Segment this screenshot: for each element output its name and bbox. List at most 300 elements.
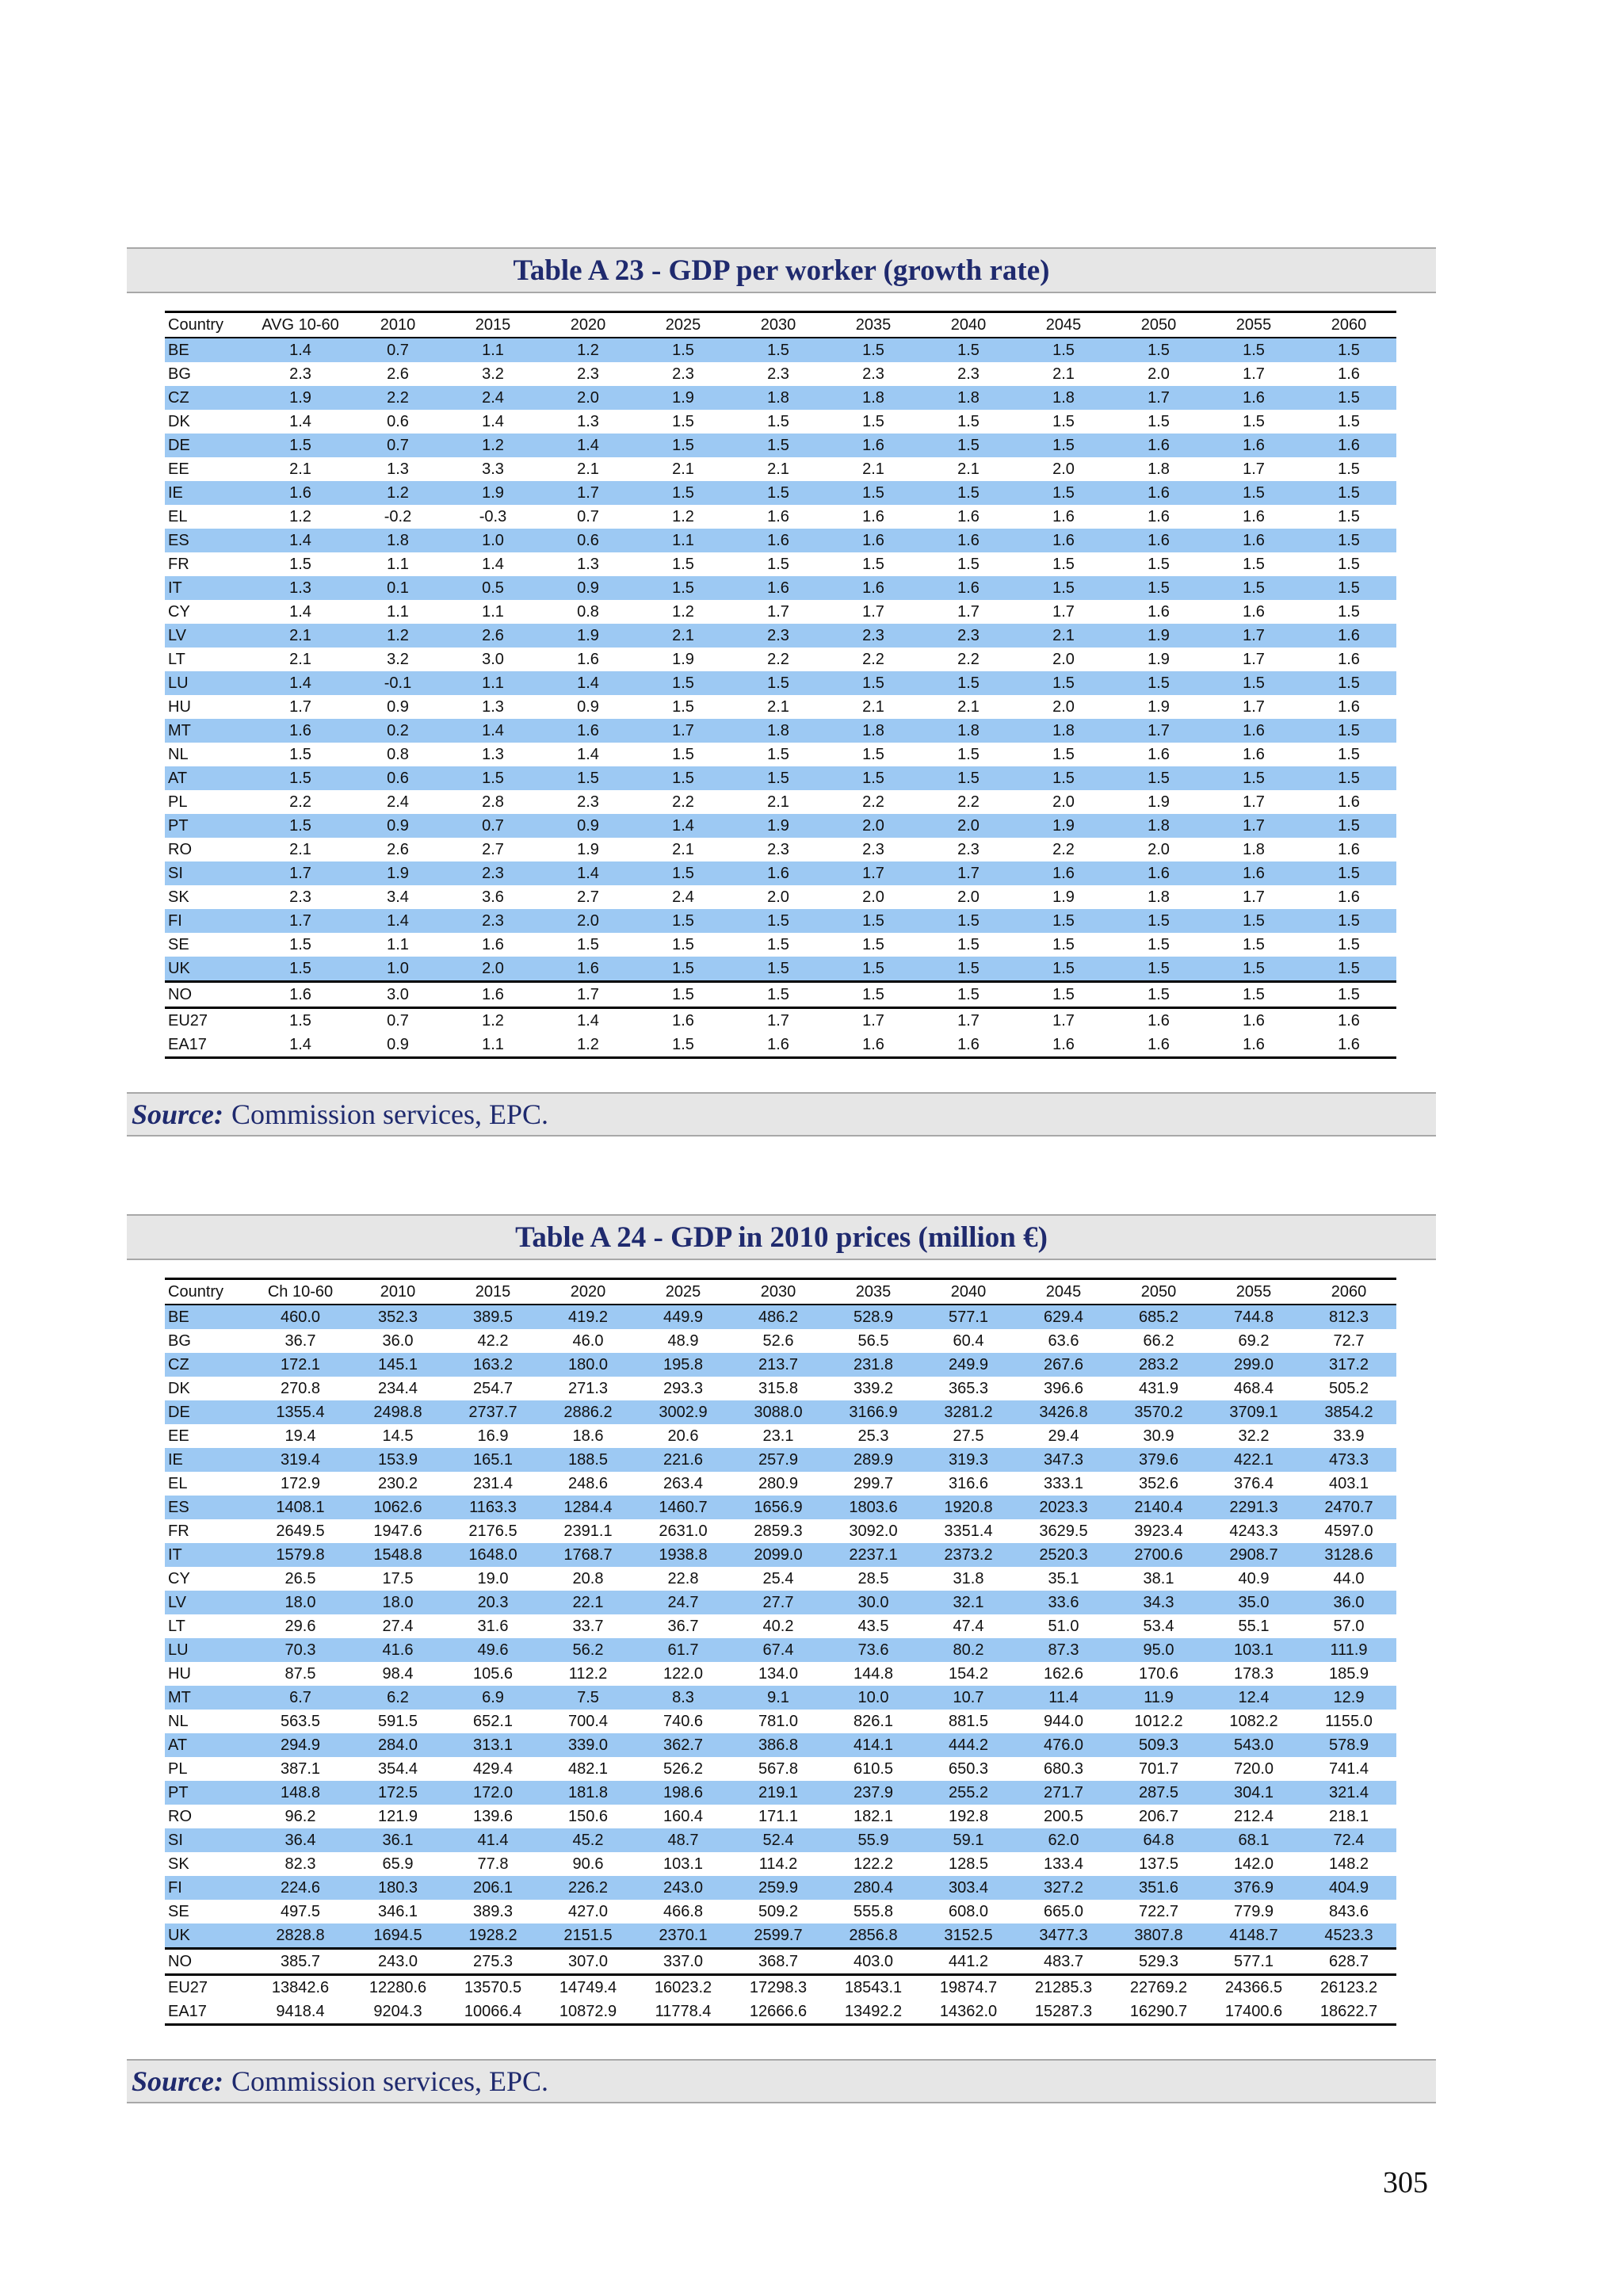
row-country: EA17 [165, 1033, 250, 1058]
table-cell: 1.5 [1301, 909, 1396, 933]
table-cell: 0.5 [445, 576, 540, 600]
table-cell: 354.4 [377, 1759, 418, 1778]
table-cell: 284.0 [350, 1733, 445, 1757]
table-cell: 6.9 [445, 1686, 540, 1710]
table-cell: 73.6 [826, 1638, 921, 1662]
table-cell: 2498.8 [350, 1400, 445, 1424]
table-cell: 226.2 [540, 1876, 636, 1900]
table-cell: 68.1 [1206, 1828, 1301, 1852]
table-row [165, 576, 1396, 600]
table-cell: 48.9 [667, 1331, 699, 1350]
table-cell: 2.0 [1148, 365, 1170, 383]
table-cell: 45.2 [540, 1828, 636, 1852]
table-cell: 1.5 [826, 982, 921, 1008]
table-cell: 1.7 [731, 1008, 826, 1033]
column-header: 2050 [1111, 312, 1206, 338]
column-header: 2025 [636, 312, 731, 338]
table-cell: 0.7 [577, 507, 599, 525]
source-label: Source: [132, 2065, 223, 2097]
table-cell: 1.5 [957, 555, 980, 573]
table-cell: 1.6 [731, 1033, 826, 1058]
table-cell: 2237.1 [826, 1543, 921, 1567]
column-header: 2045 [1016, 312, 1111, 338]
table-cell: 2099.0 [731, 1543, 826, 1567]
column-header: Ch 10-60 [250, 1279, 350, 1305]
source-text: Commission services, EPC. [231, 1098, 549, 1130]
table-cell: 3.0 [350, 982, 445, 1008]
table-cell: 1.5 [1301, 338, 1396, 362]
table-cell: 2.3 [957, 365, 980, 383]
table-cell: 134.0 [758, 1664, 799, 1683]
table-cell: 192.8 [948, 1807, 989, 1825]
table-cell: 137.5 [1138, 1855, 1179, 1873]
table-cell: 1.5 [1243, 412, 1265, 430]
table-row [165, 1686, 1396, 1710]
table-cell: 1.6 [540, 719, 636, 743]
table-cell: 1.8 [921, 386, 1016, 410]
table-cell: 139.6 [472, 1807, 514, 1825]
table-cell: 172.5 [350, 1781, 445, 1805]
table-cell: 1.5 [1243, 555, 1265, 573]
table-row [165, 790, 1396, 814]
row-country: ES [165, 1496, 250, 1519]
row-country: DK [168, 412, 190, 430]
table-cell: 1.5 [826, 909, 921, 933]
table-cell: 30.0 [826, 1591, 921, 1614]
column-header: 2040 [921, 1279, 1016, 1305]
table-cell: 1.1 [636, 529, 731, 552]
table-cell: 212.4 [1233, 1807, 1274, 1825]
table-cell: 473.3 [1301, 1448, 1396, 1472]
table-cell: 72.7 [1333, 1331, 1365, 1350]
row-country: HU [168, 1664, 191, 1683]
table-a24 [165, 1278, 1396, 2026]
table-cell: 2.1 [1016, 624, 1111, 648]
table-cell: 221.6 [636, 1448, 731, 1472]
table-cell: 271.3 [567, 1379, 609, 1397]
table-cell: 1.5 [577, 935, 599, 953]
table-cell: 243.0 [636, 1876, 731, 1900]
table-cell: 2.1 [862, 460, 884, 478]
table-cell: 0.7 [350, 338, 445, 362]
table-cell: 387.1 [280, 1759, 321, 1778]
table-cell: 1.5 [1016, 576, 1111, 600]
table-cell: 1.6 [636, 1008, 731, 1033]
table-cell: 2.0 [921, 814, 1016, 838]
table-row [165, 1543, 1396, 1567]
table-cell: 145.1 [350, 1353, 445, 1377]
table-cell: 218.1 [1328, 1807, 1369, 1825]
table-cell: 2470.7 [1301, 1496, 1396, 1519]
column-header: 2045 [1016, 1279, 1111, 1305]
table-cell: 1.5 [921, 671, 1016, 695]
table-cell: 2.1 [672, 840, 694, 858]
table-cell: 1.5 [731, 909, 826, 933]
table-cell: 1.6 [1301, 624, 1396, 648]
table-cell: 181.8 [540, 1781, 636, 1805]
column-header: 2015 [445, 1279, 540, 1305]
table-cell: 1.7 [1243, 697, 1265, 716]
table-cell: 365.3 [948, 1379, 989, 1397]
table-cell: 3629.5 [1039, 1522, 1088, 1540]
table-cell: 2.7 [482, 840, 504, 858]
table-cell: 2.2 [672, 793, 694, 811]
table-cell: 1.5 [1206, 671, 1301, 695]
table-cell: 1.7 [250, 909, 350, 933]
table-cell: 231.4 [472, 1474, 514, 1492]
table-cell: 1.7 [826, 861, 921, 885]
table-cell: 19.4 [285, 1427, 316, 1445]
table-cell: 1.5 [826, 481, 921, 505]
table-cell: 1.5 [862, 412, 884, 430]
table-cell: 10066.4 [445, 2000, 540, 2025]
table-row [165, 1662, 1396, 1686]
row-country: PL [168, 1759, 188, 1778]
table-cell: 17400.6 [1206, 2000, 1301, 2025]
table-cell: 3570.2 [1111, 1400, 1206, 1424]
table-cell: 22.8 [667, 1569, 699, 1587]
table-cell: 1.6 [826, 529, 921, 552]
table-row [165, 1638, 1396, 1662]
table-row [165, 1448, 1396, 1472]
table-cell: 1.5 [636, 982, 731, 1008]
row-country: BE [165, 338, 250, 362]
table-cell: 2.3 [445, 861, 540, 885]
table-cell: 1.6 [731, 576, 826, 600]
table-cell: 629.4 [1016, 1305, 1111, 1329]
table-cell: 1.0 [445, 529, 540, 552]
table-cell: 1.5 [1111, 957, 1206, 982]
table-cell: 578.9 [1301, 1733, 1396, 1757]
table-cell: 701.7 [1138, 1759, 1179, 1778]
table-cell: 1408.1 [250, 1496, 350, 1519]
table-cell: 213.7 [731, 1353, 826, 1377]
table-cell: 1.5 [1206, 982, 1301, 1008]
table-cell: 263.4 [663, 1474, 704, 1492]
table-cell: 1.5 [672, 555, 694, 573]
table-cell: 741.4 [1328, 1759, 1369, 1778]
table-cell: 0.9 [577, 697, 599, 716]
table-row [165, 2000, 1396, 2025]
table-cell: 1.5 [731, 481, 826, 505]
table-a24-block [127, 1214, 1436, 2103]
table-cell: 160.4 [663, 1807, 704, 1825]
table-cell: 1.4 [445, 719, 540, 743]
table-cell: 6.7 [250, 1686, 350, 1710]
table-cell: 1.2 [350, 624, 445, 648]
table-cell: 577.1 [921, 1305, 1016, 1329]
table-cell: 482.1 [567, 1759, 609, 1778]
table-cell: 52.4 [731, 1828, 826, 1852]
table-cell: 1.5 [672, 697, 694, 716]
table-cell: 82.3 [285, 1855, 316, 1873]
table-cell: 2.2 [350, 386, 445, 410]
table-cell: 1.5 [731, 671, 826, 695]
table-cell: 49.6 [445, 1638, 540, 1662]
table-cell: 1.5 [636, 576, 731, 600]
table-cell: 376.4 [1233, 1474, 1274, 1492]
table-cell: 1.1 [445, 671, 540, 695]
table-cell: 1.5 [636, 909, 731, 933]
table-cell: 307.0 [540, 1949, 636, 1975]
table-cell: 3351.4 [944, 1522, 993, 1540]
table-cell: 1.2 [445, 1008, 540, 1033]
row-country: SK [168, 888, 189, 906]
row-country: BG [168, 365, 191, 383]
table-cell: 1.5 [1338, 745, 1360, 763]
table-cell: 122.2 [853, 1855, 894, 1873]
table-cell: 9204.3 [350, 2000, 445, 2025]
row-country: RO [168, 840, 192, 858]
table-cell: 133.4 [1043, 1855, 1084, 1873]
table-cell: 13570.5 [445, 1975, 540, 2000]
row-country: DK [168, 1379, 190, 1397]
table-cell: 13492.2 [826, 2000, 921, 2025]
table-cell: 1.4 [540, 1008, 636, 1033]
table-cell: 1.5 [1206, 481, 1301, 505]
table-cell: 1.4 [540, 671, 636, 695]
table-cell: 352.6 [1138, 1474, 1179, 1492]
table-cell: 299.7 [853, 1474, 894, 1492]
table-cell: 1.5 [1301, 386, 1396, 410]
table-cell: 1.5 [731, 338, 826, 362]
table-row [165, 1757, 1396, 1781]
table-cell: 1.7 [1243, 460, 1265, 478]
table-cell: 1938.8 [636, 1543, 731, 1567]
table-cell: 20.8 [572, 1569, 604, 1587]
table-cell: 1.2 [540, 1033, 636, 1058]
table-cell: 2.1 [767, 460, 789, 478]
table-cell: 1.3 [577, 412, 599, 430]
table-cell: 1920.8 [921, 1496, 1016, 1519]
table-cell: 1.7 [540, 481, 636, 505]
table-cell: 142.0 [1233, 1855, 1274, 1873]
table-cell: 1.5 [767, 412, 789, 430]
table-cell: 41.4 [445, 1828, 540, 1852]
table-cell: 2828.8 [250, 1924, 350, 1949]
table-cell: 128.5 [948, 1855, 989, 1873]
table-cell: 0.7 [350, 434, 445, 457]
table-cell: 178.3 [1233, 1664, 1274, 1683]
table-cell: 1.4 [250, 338, 350, 362]
table-row [165, 909, 1396, 933]
table-cell: 1.4 [636, 814, 731, 838]
table-cell: 1.3 [482, 745, 504, 763]
table-cell: 346.1 [377, 1902, 418, 1920]
table-cell: 72.4 [1301, 1828, 1396, 1852]
table-cell: 1163.3 [445, 1496, 540, 1519]
table-cell: 2.2 [1052, 840, 1075, 858]
table-cell: 64.8 [1111, 1828, 1206, 1852]
table-cell: 1.5 [1111, 766, 1206, 790]
table-cell: 1.7 [1016, 1008, 1111, 1033]
table-cell: 321.4 [1301, 1781, 1396, 1805]
table-cell: 1.5 [289, 935, 311, 953]
table-cell: 32.2 [1238, 1427, 1270, 1445]
table-cell: 1.9 [350, 861, 445, 885]
table-cell: 1.7 [1243, 888, 1265, 906]
table-cell: 172.9 [280, 1474, 321, 1492]
table-cell: 7.5 [540, 1686, 636, 1710]
table-cell: 431.9 [1138, 1379, 1179, 1397]
table-cell: 243.0 [350, 1949, 445, 1975]
table-cell: 153.9 [350, 1448, 445, 1472]
row-country: IT [165, 576, 250, 600]
table-cell: 1.8 [731, 719, 826, 743]
table-cell: 51.0 [1048, 1617, 1079, 1635]
table-cell: 543.0 [1206, 1733, 1301, 1757]
table-cell: 2.2 [289, 793, 311, 811]
table-cell: 1.5 [672, 412, 694, 430]
table-cell: 812.3 [1301, 1305, 1396, 1329]
table-cell: 249.9 [921, 1353, 1016, 1377]
table-cell: 441.2 [921, 1949, 1016, 1975]
table-cell: 4243.3 [1229, 1522, 1278, 1540]
table-cell: 148.8 [250, 1781, 350, 1805]
table-cell: 1.4 [577, 745, 599, 763]
table-cell: 1.6 [1206, 1008, 1301, 1033]
table-cell: 1.2 [445, 434, 540, 457]
table-cell: 2.3 [289, 365, 311, 383]
table-cell: 1.5 [957, 745, 980, 763]
table-cell: 1.5 [1206, 576, 1301, 600]
table-cell: 22769.2 [1111, 1975, 1206, 2000]
table-row [165, 529, 1396, 552]
table-cell: 1.9 [1016, 814, 1111, 838]
table-cell: 1.6 [445, 982, 540, 1008]
table-cell: 1284.4 [540, 1496, 636, 1519]
table-cell: 165.1 [445, 1448, 540, 1472]
table-cell: 1.4 [289, 412, 311, 430]
table-cell: 11778.4 [636, 2000, 731, 2025]
row-country: LV [165, 624, 250, 648]
table-cell: 148.2 [1328, 1855, 1369, 1873]
table-header-row [165, 1279, 1396, 1305]
table-cell: 317.2 [1301, 1353, 1396, 1377]
table-cell: 2023.3 [1016, 1496, 1111, 1519]
table-cell: 1.7 [1206, 624, 1301, 648]
table-cell: 114.2 [758, 1855, 798, 1873]
table-cell: 1.8 [1148, 460, 1170, 478]
table-row [165, 1377, 1396, 1400]
table-row [165, 1008, 1396, 1033]
table-cell: 1.0 [350, 957, 445, 982]
table-cell: 1.6 [1243, 602, 1265, 621]
table-cell: 0.6 [350, 766, 445, 790]
table-cell: 319.3 [921, 1448, 1016, 1472]
table-cell: 1.2 [540, 338, 636, 362]
table-cell: 1.7 [1243, 650, 1265, 668]
table-cell: 163.2 [445, 1353, 540, 1377]
table-cell: 1.1 [445, 338, 540, 362]
table-cell: 0.6 [387, 412, 409, 430]
table-cell: 53.4 [1143, 1617, 1174, 1635]
table-cell: 2.3 [672, 365, 694, 383]
table-cell: 351.6 [1111, 1876, 1206, 1900]
row-country: NO [165, 1949, 250, 1975]
table-cell: 14749.4 [540, 1975, 636, 2000]
table-cell: 198.6 [636, 1781, 731, 1805]
table-cell: 1.2 [289, 507, 311, 525]
table-cell: 1.6 [1338, 365, 1360, 383]
table-cell: 237.9 [826, 1781, 921, 1805]
column-header: 2025 [636, 1279, 731, 1305]
table-cell: 1.6 [250, 719, 350, 743]
table-cell: 1.4 [482, 412, 504, 430]
table-row [165, 552, 1396, 576]
row-country: UK [165, 957, 250, 982]
table-cell: 11.4 [1016, 1686, 1111, 1710]
table-cell: 26123.2 [1301, 1975, 1396, 2000]
row-country: PT [165, 1781, 250, 1805]
table-cell: 25.3 [857, 1427, 889, 1445]
row-country: LT [168, 650, 185, 668]
table-row [165, 648, 1396, 671]
table-cell: 3.3 [482, 460, 504, 478]
table-cell: 740.6 [663, 1712, 704, 1730]
table-cell: 1.5 [921, 434, 1016, 457]
table-cell: 255.2 [921, 1781, 1016, 1805]
table-cell: 280.9 [758, 1474, 799, 1492]
table-cell: 779.9 [1233, 1902, 1274, 1920]
table-cell: 36.4 [250, 1828, 350, 1852]
table-cell: 1.6 [826, 1033, 921, 1058]
row-country: CY [168, 602, 190, 621]
table-a23-title: Table A 23 - GDP per worker (growth rate) [127, 247, 1436, 293]
table-cell: 1.6 [1206, 434, 1301, 457]
table-cell: 2.7 [577, 888, 599, 906]
table-cell: 1.5 [289, 555, 311, 573]
column-header: Country [165, 312, 250, 338]
table-cell: 1.2 [672, 602, 694, 621]
table-cell: 2.3 [289, 888, 311, 906]
table-cell: 33.6 [1016, 1591, 1111, 1614]
table-cell: 35.1 [1048, 1569, 1079, 1587]
table-cell: 1.7 [921, 861, 1016, 885]
table-cell: 610.5 [853, 1759, 894, 1778]
table-cell: 1.6 [1148, 507, 1170, 525]
table-cell: 254.7 [472, 1379, 514, 1397]
table-cell: 180.3 [350, 1876, 445, 1900]
table-cell: 1.5 [1016, 481, 1111, 505]
row-country: BG [168, 1331, 191, 1350]
table-cell: 121.9 [377, 1807, 418, 1825]
table-cell: 1155.0 [1325, 1712, 1373, 1730]
table-cell: 270.8 [280, 1379, 321, 1397]
table-cell: 2373.2 [921, 1543, 1016, 1567]
table-cell: 1.5 [921, 909, 1016, 933]
table-cell: 2.3 [921, 624, 1016, 648]
table-cell: 2.0 [1052, 460, 1075, 478]
table-cell: 368.7 [731, 1949, 826, 1975]
table-cell: 333.1 [1043, 1474, 1084, 1492]
table-cell: 16290.7 [1111, 2000, 1206, 2025]
row-country: PT [165, 814, 250, 838]
table-cell: 1.6 [1338, 793, 1360, 811]
table-row [165, 1805, 1396, 1828]
table-cell: 1.9 [1148, 697, 1170, 716]
row-country: SE [168, 935, 189, 953]
table-cell: 2.1 [672, 460, 694, 478]
table-cell: 12.9 [1301, 1686, 1396, 1710]
table-cell: 3426.8 [1016, 1400, 1111, 1424]
table-cell: 105.6 [472, 1664, 514, 1683]
table-cell: 555.8 [853, 1902, 894, 1920]
table-cell: 1648.0 [445, 1543, 540, 1567]
table-cell: 29.4 [1048, 1427, 1079, 1445]
table-cell: 46.0 [572, 1331, 604, 1350]
table-cell: 1.7 [921, 1008, 1016, 1033]
